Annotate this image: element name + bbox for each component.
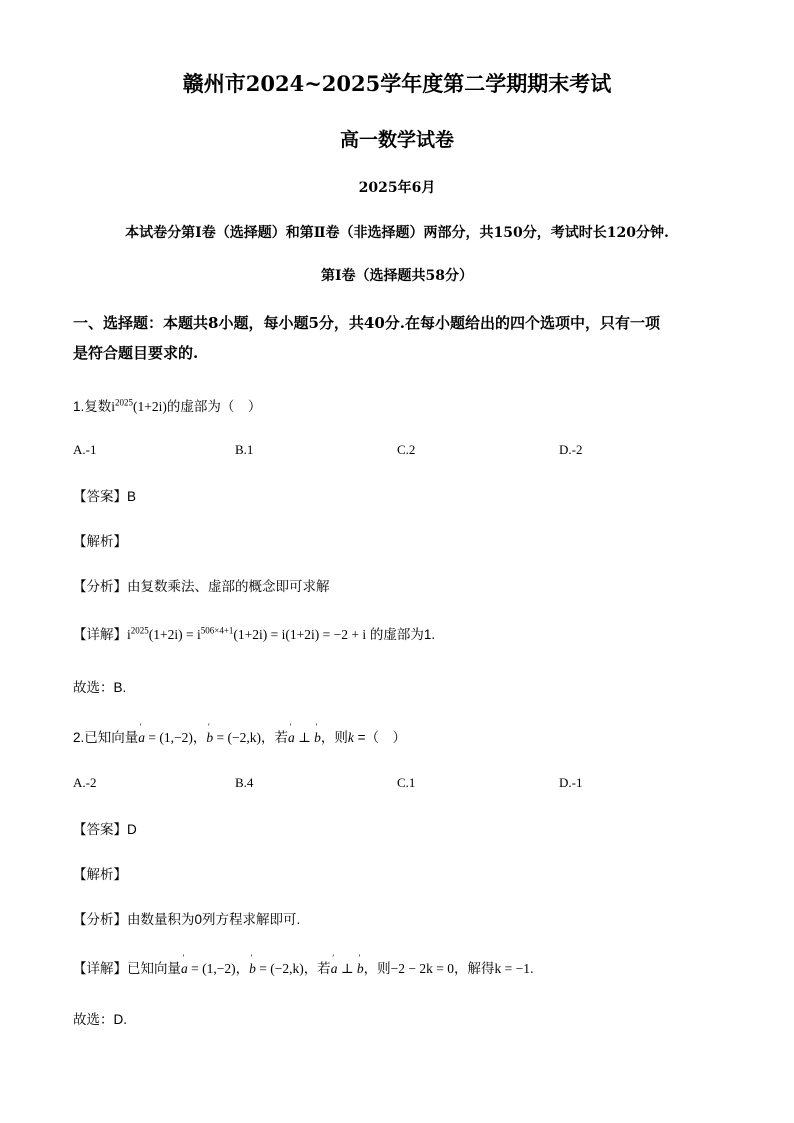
q2-vector-b-value: = (−2,k) <box>213 730 261 745</box>
q2-detail-then: ，则 <box>363 961 391 976</box>
exam-intro: 本试卷分第Ⅰ卷（选择题）和第Ⅱ卷（非选择题）两部分，共150分，考试时长120分钟. <box>125 225 669 241</box>
q1-conclusion: 故选：B. <box>73 680 127 695</box>
q2-vector-a: ' a <box>138 730 145 746</box>
q2-perp-b: ' b <box>314 730 321 746</box>
q2-detail-sep1: ， <box>235 961 250 976</box>
exam-title: 赣州市2024~2025学年度第二学期期末考试 <box>182 71 612 96</box>
question-1-stem <box>73 395 261 415</box>
q1-math-paren: (1+2i) <box>133 399 167 414</box>
q2-fenxi: 【分析】由数量积为0列方程求解即可. <box>73 912 301 927</box>
q1-detail-suffix: 的虚部为1. <box>369 627 436 642</box>
q1-detail-i: i <box>127 627 131 642</box>
q1-option-a: A.-1 <box>73 442 97 457</box>
q1-detail-exp2: 506×4+1 <box>200 625 234 636</box>
q1-detail-prefix: 【详解】 <box>73 627 127 642</box>
q2-detail-solve: ，解得 <box>453 961 495 976</box>
q2-detail-equation: −2 − 2k = 0 <box>390 961 454 976</box>
q1-jiexi: 【解析】 <box>73 534 127 549</box>
q2-sep2: ，若 <box>260 730 288 745</box>
q2-detail-perp-a: ' a <box>331 961 338 977</box>
q2-vector-a-value: = (1,−2) <box>145 730 193 745</box>
q1-detail-exp1: 2025 <box>130 625 149 636</box>
section-heading-line1: 一、选择题：本题共8小题，每小题5分，共40分.在每小题给出的四个选项中，只有一项 <box>73 314 660 332</box>
q1-math-exp: 2025 <box>115 397 134 408</box>
q2-perp-a: ' a <box>288 730 295 746</box>
q1-detail-part3: (1+2i) = i(1+2i) = −2 + i <box>233 627 367 642</box>
q2-option-c: C.1 <box>397 775 416 790</box>
q1-option-b: B.1 <box>235 442 254 457</box>
q1-prefix: 1.复数 <box>73 399 112 414</box>
q2-k: k <box>347 730 354 745</box>
q2-jiexi: 【解析】 <box>73 867 127 882</box>
q2-detail-prefix: 【详解】已知向量 <box>73 961 181 976</box>
q2-detail <box>73 957 534 977</box>
q1-suffix: 的虚部为（ ） <box>166 399 262 414</box>
q2-answer: 【答案】D <box>73 822 137 837</box>
q2-prefix: 2.已知向量 <box>73 730 139 745</box>
q2-detail-end: . <box>529 961 534 976</box>
q2-detail-vector-a: ' a <box>181 961 188 977</box>
q1-option-d: D.-2 <box>559 442 583 457</box>
q2-detail-perp-b: ' b <box>357 961 364 977</box>
q2-option-a: A.-2 <box>73 775 97 790</box>
exam-subtitle: 高一数学试卷 <box>339 129 454 151</box>
q2-detail-vector-b: ' b <box>249 961 256 977</box>
q2-perp-symbol: ⊥ <box>294 730 315 745</box>
q2-detail-perp-symbol: ⊥ <box>337 961 357 976</box>
part-heading: 第Ⅰ卷（选择题共58分） <box>320 268 474 284</box>
q2-option-b: B.4 <box>235 775 254 790</box>
question-2-stem <box>73 726 406 746</box>
q1-math-i: i <box>111 399 116 414</box>
q2-detail-sep2: ，若 <box>303 961 331 976</box>
q2-sep1: ， <box>192 730 207 745</box>
q2-option-d: D.-1 <box>559 775 583 790</box>
q2-detail-result: k = −1 <box>494 961 530 976</box>
q1-detail <box>73 623 435 643</box>
q2-vector-b: ' b <box>206 730 213 746</box>
q2-detail-b-value: = (−2,k) <box>255 961 304 976</box>
q2-then: ，则 <box>320 730 348 745</box>
q2-detail-a-value: = (1,−2) <box>187 961 236 976</box>
q1-answer: 【答案】B <box>73 489 137 504</box>
section-heading-line2: 是符合题目要求的. <box>73 344 199 362</box>
q2-suffix: =（ ） <box>353 730 407 745</box>
q1-option-c: C.2 <box>397 442 416 457</box>
q1-fenxi: 【分析】由复数乘法、虚部的概念即可求解 <box>73 579 330 594</box>
q1-detail-part2: (1+2i) = i <box>148 627 201 642</box>
q2-conclusion: 故选：D. <box>73 1012 127 1027</box>
exam-date: 2025年6月 <box>358 180 436 196</box>
